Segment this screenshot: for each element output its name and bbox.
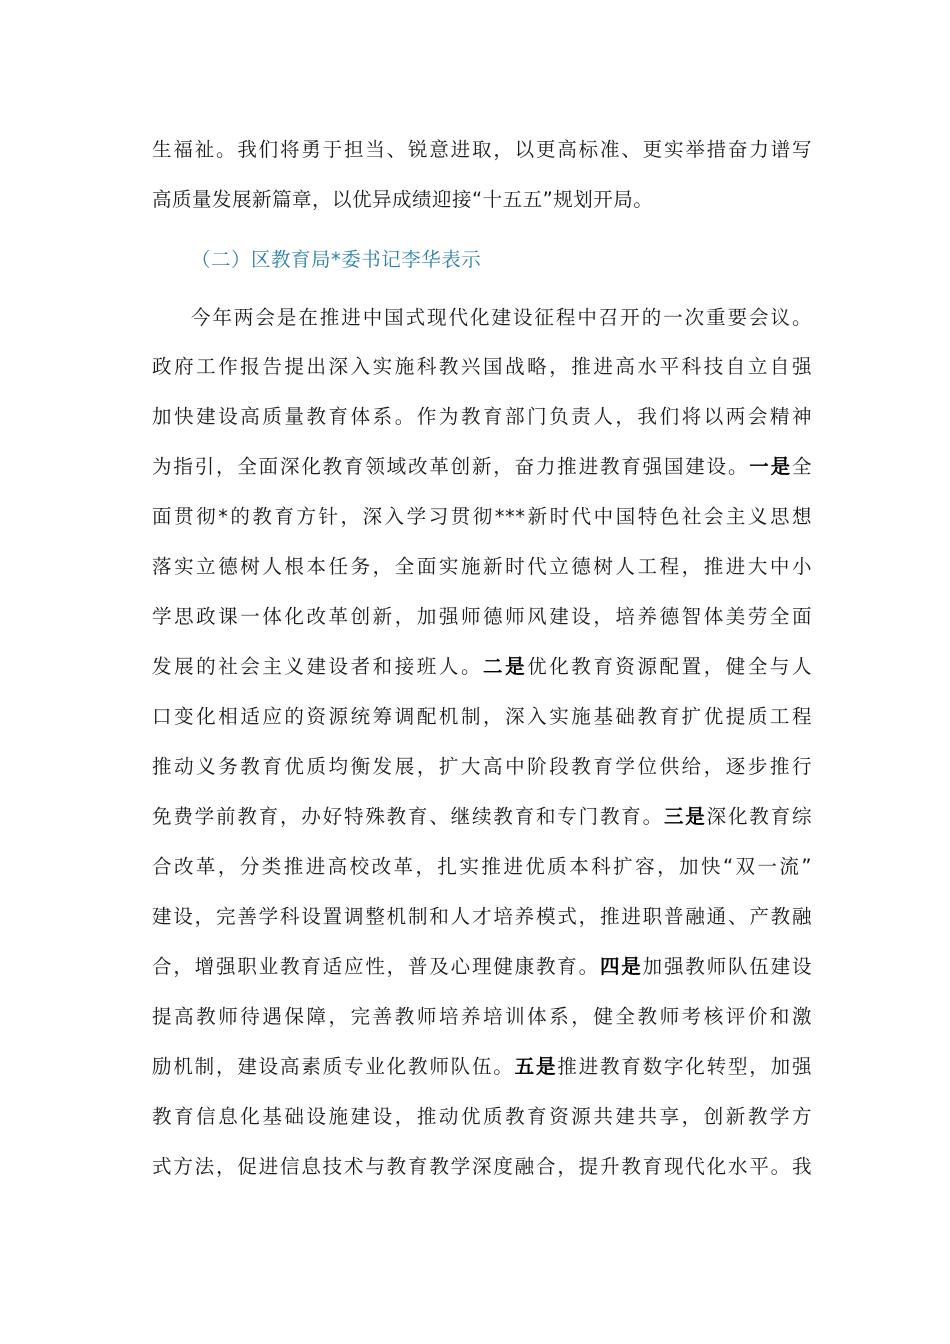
body-text: 全: [791, 455, 812, 478]
body-line-2: 政府工作报告提出深入实施科教兴国战略，推进高水平科技自立自强: [152, 355, 812, 378]
body-text: 推进教育数字化转型，加强: [557, 1055, 812, 1078]
point-label-1: 一是: [749, 455, 792, 478]
section-heading: （二）区教育局*委书记李华表示: [191, 248, 482, 271]
point-label-4: 四是: [599, 955, 643, 978]
body-line-15: 提高教师待遇保障，完善教师培养培训体系，健全教师考核评价和激: [152, 1005, 812, 1028]
body-text: 免费学前教育，办好特殊教育、继续教育和专门教育。: [152, 805, 664, 828]
body-line-5: 面贯彻*的教育方针，深入学习贯彻***新时代中国特色社会主义思想: [152, 505, 812, 528]
body-line-9: 口变化相适应的资源统筹调配机制，深入实施基础教育扩优提质工程: [152, 705, 812, 728]
body-line-14: [152, 950, 812, 984]
point-label-2: 二是: [483, 655, 528, 678]
body-text: 加强教师队伍建设: [642, 955, 812, 978]
body-line-18: 式方法，促进信息技术与教育教学深度融合，提升教育现代化水平。我: [152, 1155, 812, 1178]
body-line-4: [152, 450, 812, 484]
body-line-13: 建设，完善学科设置调整机制和人才培养模式，推进职普融通、产教融: [152, 905, 812, 928]
body-text: 为指引，全面深化教育领域改革创新，奋力推进教育强国建设。: [152, 455, 750, 478]
body-line-11: [152, 800, 812, 834]
body-text: 深化教育综: [706, 805, 812, 828]
body-line-3: 加快建设高质量教育体系。作为教育部门负责人，我们将以两会精神: [152, 405, 812, 428]
point-label-3: 三是: [663, 805, 707, 828]
body-line-7: 学思政课一体化改革创新，加强师德师风建设，培养德智体美劳全面: [152, 605, 812, 628]
intro-line-1: 生福祉。我们将勇于担当、锐意进取，以更高标准、更实举措奋力谱写: [152, 138, 812, 161]
body-line-17: 教育信息化基础设施建设，推动优质教育资源共建共享，创新教学方: [152, 1105, 812, 1128]
point-label-5: 五是: [514, 1055, 558, 1078]
body-text: 发展的社会主义建设者和接班人。: [152, 655, 484, 678]
body-line-16: [152, 1050, 812, 1084]
intro-line-2: 高质量发展新篇章，以优异成绩迎接“十五五”规划开局。: [152, 188, 654, 211]
body-text: 励机制，建设高素质专业化教师队伍。: [152, 1055, 515, 1078]
body-line-1: 今年两会是在推进中国式现代化建设征程中召开的一次重要会议。: [191, 306, 812, 329]
body-text: 优化教育资源配置，健全与人: [527, 655, 812, 678]
body-line-6: 落实立德树人根本任务，全面实施新时代立德树人工程，推进大中小: [152, 555, 812, 578]
body-text: 合，增强职业教育适应性，普及心理健康教育。: [152, 955, 600, 978]
body-line-8: [152, 650, 812, 684]
body-line-12: 合改革，分类推进高校改革，扎实推进优质本科扩容，加快“双一流”: [152, 855, 812, 878]
body-line-10: 推动义务教育优质均衡发展，扩大高中阶段教育学位供给，逐步推行: [152, 755, 812, 778]
